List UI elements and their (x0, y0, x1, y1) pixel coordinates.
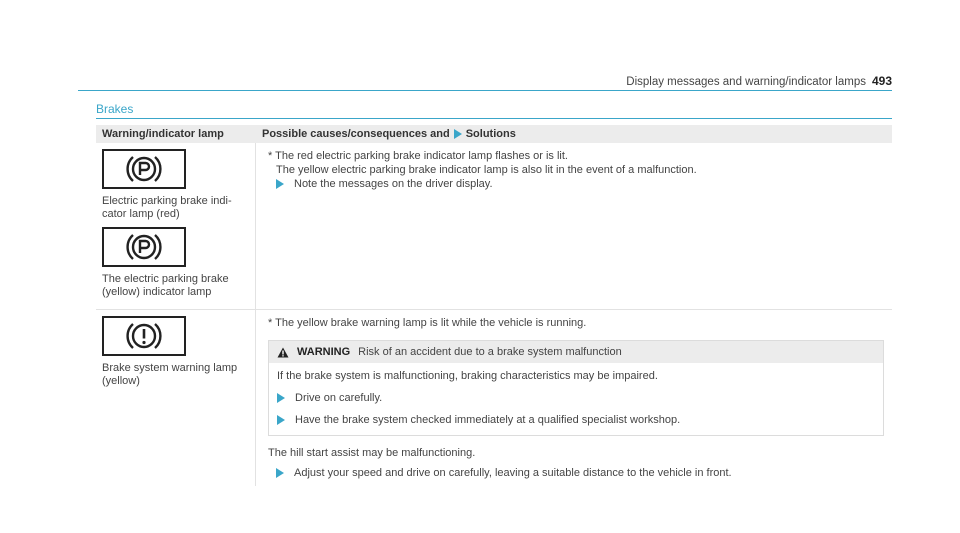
header-causes-label: Possible causes/consequences and (262, 128, 450, 140)
section-rule (96, 118, 892, 119)
causes-cell (256, 310, 892, 486)
action-item (277, 413, 875, 427)
arrow-right-icon (276, 179, 284, 189)
header-rule (78, 90, 892, 91)
header-warning-lamp: Warning/indicator lamp (102, 128, 224, 140)
arrow-right-icon (277, 393, 285, 403)
warning-header (269, 341, 883, 363)
arrow-right-icon (276, 468, 284, 478)
lamp-label: Electric parking brake indi-cator lamp (red) (102, 195, 232, 220)
lamp-label: Brake system warning lamp (yellow) (102, 362, 238, 387)
action-item (268, 177, 884, 191)
parking-brake-icon (102, 227, 186, 267)
page-header-title: Display messages and warning/indicator lamps (626, 76, 866, 88)
action-text: Have the brake system checked immediately at a qualified specialist workshop. (295, 414, 681, 426)
action-text: Adjust your speed and drive on carefully, leaving a suitable distance to the vehicle in front. (294, 467, 732, 479)
warning-text: If the brake system is malfunctioning, braking characteristics may be impaired. (277, 370, 658, 382)
lamp-table (96, 125, 892, 486)
cause-text: The hill start assist may be malfunctioning. (268, 447, 476, 459)
lamp-cell (96, 310, 256, 486)
lamp-cell (96, 143, 256, 309)
lamp-label: The electric parking brake (yellow) indicator lamp (102, 273, 229, 298)
table-row (96, 310, 892, 486)
arrow-right-icon (454, 129, 462, 139)
warning-triangle-icon (277, 347, 289, 358)
cause-text: The yellow electric parking brake indicator lamp is also lit in the event of a malfunction. (276, 164, 697, 176)
warning-subtitle: Risk of an accident due to a brake system malfunction (358, 346, 622, 358)
warning-body (269, 363, 883, 435)
brake-system-warning-icon (102, 316, 186, 356)
table-row (96, 143, 892, 310)
action-item (277, 391, 875, 405)
action-item (268, 466, 884, 480)
header-causes (256, 128, 516, 140)
action-text: Note the messages on the driver display. (294, 178, 493, 190)
cause-text: * The yellow brake warning lamp is lit while the vehicle is running. (268, 317, 587, 329)
section-title: Brakes (96, 102, 134, 116)
warning-box (268, 340, 884, 436)
cause-text: * The red electric parking brake indicator lamp flashes or is lit. (268, 150, 568, 162)
page-number: 493 (871, 74, 892, 88)
header-solutions-label: Solutions (465, 128, 516, 140)
page-header (626, 74, 892, 88)
table-header (96, 125, 892, 143)
causes-cell (256, 143, 892, 309)
parking-brake-icon (102, 149, 186, 189)
warning-title: WARNING (297, 346, 351, 358)
arrow-right-icon (277, 415, 285, 425)
action-text: Drive on carefully. (295, 392, 383, 404)
